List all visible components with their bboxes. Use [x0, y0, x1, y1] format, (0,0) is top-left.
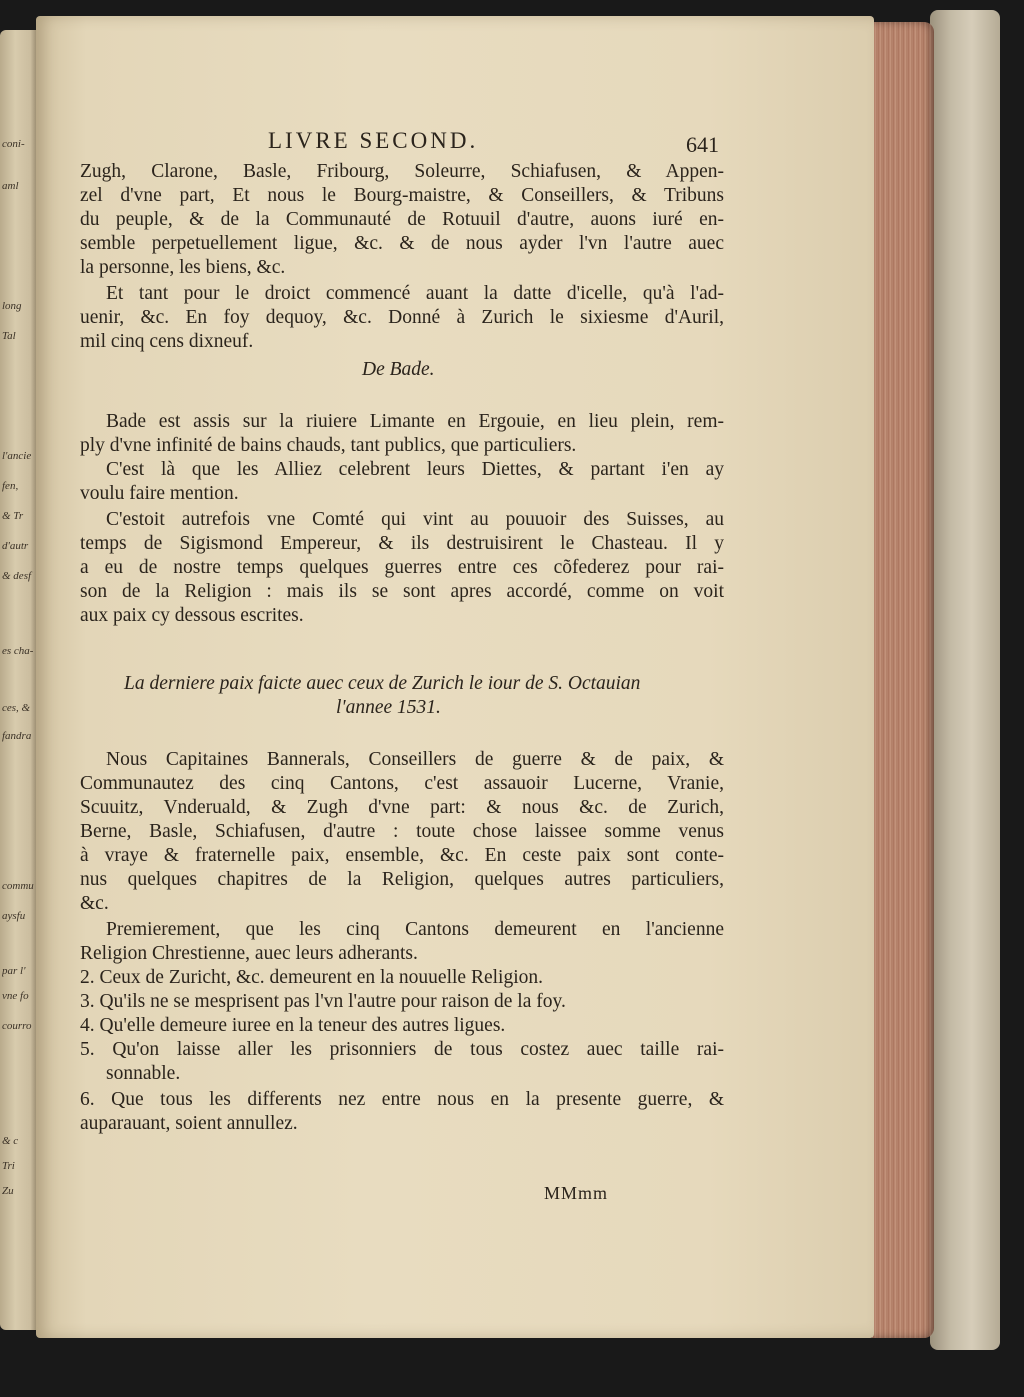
text-line: semble perpetuellement ligue, &c. & de nous ayder l'vn l'autre auec [80, 233, 724, 254]
text-line: Nous Capitaines Bannerals, Conseillers de guerre & de paix, & [106, 749, 724, 770]
book-cover [930, 10, 1000, 1350]
page-edges [872, 22, 934, 1338]
text-line: à vraye & fraternelle paix, ensemble, &c. En ceste paix sont conte- [80, 845, 724, 866]
margin-fragment: long [2, 300, 22, 312]
text-line: aux paix cy dessous escrites. [80, 605, 304, 626]
book-page [36, 16, 874, 1338]
margin-fragment: ces, & [2, 702, 31, 714]
list-item: 5. Qu'on laisse aller les prisonniers de tous costez auec taille rai- [80, 1039, 724, 1060]
text-line: Berne, Basle, Schiafusen, d'autre : toute chose laissee somme venus [80, 821, 724, 842]
text-line: Zugh, Clarone, Basle, Fribourg, Soleurre, Schiafusen, & Appen- [80, 161, 724, 182]
text-line: voulu faire mention. [80, 483, 239, 504]
margin-fragment: Tri [2, 1160, 15, 1172]
margin-fragment: par l' [2, 965, 26, 977]
margin-fragment: l'ancie [2, 450, 32, 462]
margin-fragment: courro [2, 1020, 32, 1032]
margin-fragment: & Tr [2, 510, 24, 522]
section-heading-paix-date: l'annee 1531. [336, 697, 441, 718]
text-line: Et tant pour le droict commencé auant la datte d'icelle, qu'à l'ad- [106, 283, 724, 304]
margin-fragment: & c [2, 1135, 19, 1147]
list-item: sonnable. [106, 1063, 181, 1084]
list-item: 4. Qu'elle demeure iuree en la teneur des autres ligues. [80, 1015, 506, 1036]
margin-fragment: vne fo [2, 990, 29, 1002]
list-item: 3. Qu'ils ne se mesprisent pas l'vn l'autre pour raison de la foy. [80, 991, 566, 1012]
list-item: 6. Que tous les differents nez entre nous en la presente guerre, & [80, 1089, 724, 1110]
margin-fragment: & desf [2, 570, 32, 582]
text-line: &c. [80, 893, 109, 914]
text-line: nus quelques chapitres de la Religion, quelques autres particuliers, [80, 869, 724, 890]
facing-page-strip [0, 30, 38, 1330]
section-heading-de-bade: De Bade. [362, 359, 435, 380]
margin-fragment: commu [2, 880, 34, 892]
section-heading-paix: La derniere paix faicte auec ceux de Zurich le iour de S. Octauian [124, 673, 641, 694]
text-line: C'est là que les Alliez celebrent leurs Diettes, & partant i'en ay [106, 459, 724, 480]
text-line: Scuuitz, Vnderuald, & Zugh d'vne part: & nous &c. de Zurich, [80, 797, 724, 818]
margin-fragment: es cha- [2, 645, 34, 657]
text-line: C'estoit autrefois vne Comté qui vint au pouuoir des Suisses, au [106, 509, 724, 530]
text-line: uenir, &c. En foy dequoy, &c. Donné à Zurich le sixiesme d'Auril, [80, 307, 724, 328]
margin-fragment: Zu [2, 1185, 14, 1197]
signature-mark: MMmm [544, 1183, 609, 1203]
text-line: zel d'vne part, Et nous le Bourg-maistre, & Conseillers, & Tribuns [80, 185, 724, 206]
running-head: LIVRE SECOND. [268, 128, 479, 153]
text-line: son de la Religion : mais ils se sont apres accordé, comme on voit [80, 581, 724, 602]
text-line: Communautez des cinq Cantons, c'est assauoir Lucerne, Vranie, [80, 773, 724, 794]
margin-fragment: coni- [2, 138, 25, 150]
text-line: Bade est assis sur la riuiere Limante en Ergouie, en lieu plein, rem- [106, 411, 724, 432]
margin-fragment: Tal [2, 330, 16, 342]
text-line: du peuple, & de la Communauté de Rotuuil d'autre, auons iuré en- [80, 209, 724, 230]
text-line: mil cinq cens dixneuf. [80, 331, 254, 352]
text-line: temps de Sigismond Empereur, & ils destruisirent le Chasteau. Il y [80, 533, 724, 554]
list-item: auparauant, soient annullez. [80, 1113, 298, 1134]
margin-fragment: fen, [2, 480, 19, 492]
margin-fragment: d'autr [2, 540, 29, 552]
margin-fragment: aysfu [2, 910, 26, 922]
text-line: Premierement, que les cinq Cantons demeurent en l'ancienne [106, 919, 724, 940]
list-item: 2. Ceux de Zuricht, &c. demeurent en la nouuelle Religion. [80, 967, 543, 988]
text-line: a eu de nostre temps quelques guerres entre ces cõfederez pour rai- [80, 557, 724, 578]
text-line: Religion Chrestienne, auec leurs adherants. [80, 943, 418, 964]
text-line: la personne, les biens, &c. [80, 257, 286, 278]
page-number: 641 [686, 132, 719, 157]
text-line: ply d'vne infinité de bains chauds, tant publics, que particuliers. [80, 435, 577, 456]
margin-fragment: aml [2, 180, 19, 192]
margin-fragment: fandra [2, 730, 32, 742]
